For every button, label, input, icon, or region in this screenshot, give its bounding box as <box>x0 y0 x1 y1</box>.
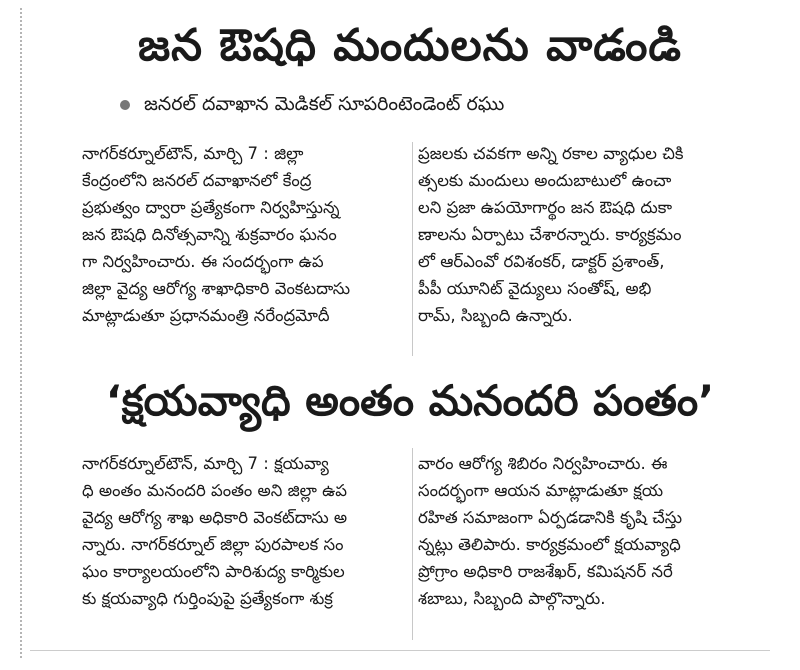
text-line: ప్రభుత్వం ద్వారా ప్రత్యేకంగా నిర్వహిస్తున్న <box>82 198 340 217</box>
text-line: నాగర్‌కర్నూల్‌టౌన్, మార్చి 7 : క్షయవ్యా <box>82 454 329 473</box>
story1-headline: జన ఔషధి మందులను వాడండి <box>138 20 682 71</box>
text-line: ధి అంతం మనందరి పంతం అని జిల్లా ఉప <box>82 481 348 500</box>
text-line: కు క్షయవ్యాధి గుర్తింపుపై ప్రత్యేకంగా శుక్ర <box>82 589 333 608</box>
text-line: లో ఆర్‌ఎంవో రవిశంకర్, డాక్టర్ ప్రశాంత్, <box>418 252 665 271</box>
text-line: ప్రోగ్రాం అధికారి రాజశేఖర్, కమిషనర్ నరే <box>418 562 673 581</box>
story2-column-2 <box>418 450 763 612</box>
column-divider <box>412 448 413 640</box>
text-line: రామ్, సిబ్బంది ఉన్నారు. <box>418 306 573 325</box>
text-line: ప్రజలకు చవకగా అన్ని రకాల వ్యాధుల చికి <box>418 144 684 163</box>
text-line: ఘం కార్యాలయంలోని పారిశుద్య కార్మికుల <box>82 562 345 581</box>
text-line: మాట్లాడుతూ ప్రధానమంత్రి నరేంద్రమోదీ <box>82 306 330 325</box>
text-line: ణాలను ఏర్పాటు చేశారన్నారు. కార్యక్రమం <box>418 225 682 244</box>
text-line: జిల్లా వైద్య ఆరోగ్య శాఖాధికారి వెంకటదాసు <box>82 279 351 298</box>
story1-subheadline-text: జనరల్ దవాఖాన మెడికల్ సూపరింటెండెంట్ రఘు <box>144 93 505 115</box>
text-line: వైద్య ఆరోగ్య శాఖ అధికారి వెంకట్‌దాసు అ <box>82 508 348 527</box>
column-divider <box>412 142 413 356</box>
left-margin-rule <box>20 8 22 658</box>
text-line: రహిత సమాజంగా ఏర్పడడానికి కృషి చేస్తు <box>418 508 683 527</box>
story1-column-1 <box>82 140 407 329</box>
text-line: లని ప్రజా ఉపయోగార్థం జన ఔషధి దుకా <box>418 198 673 217</box>
bottom-rule <box>30 650 770 651</box>
story1-subheadline <box>120 90 760 118</box>
text-line: జన ఔషధి దినోత్సవాన్ని శుక్రవారం ఘనం <box>82 225 337 244</box>
story1-column-2 <box>418 140 763 329</box>
text-line: న్నట్లు తెలిపారు. కార్యక్రమంలో క్షయవ్యాధి <box>418 535 681 554</box>
text-line: కేంద్రంలోని జనరల్ దవాఖానలో కేంద్ర <box>82 171 312 190</box>
text-line: శబాబు, సిబ్బంది పాల్గొన్నారు. <box>418 589 606 608</box>
text-line: పీపీ యూనిట్ వైద్యులు సంతోష్, అభి <box>418 279 652 298</box>
text-line: గా నిర్వహించారు. ఈ సందర్భంగా ఉప <box>82 252 324 271</box>
story2-column-1 <box>82 450 407 612</box>
text-line: త్సలకు మందులు అందుబాటులో ఉంచా <box>418 171 672 190</box>
story2-headline: ‘క్షయవ్యాధి అంతం మనందరి పంతం’ <box>105 376 715 425</box>
text-line: సందర్భంగా ఆయన మాట్లాడుతూ క్షయ <box>418 481 664 500</box>
bullet-icon <box>120 100 130 110</box>
text-line: న్నారు. నాగర్‌కర్నూల్ జిల్లా పురపాలక సం <box>82 535 344 554</box>
text-line: వారం ఆరోగ్య శిబిరం నిర్వహించారు. ఈ <box>418 454 668 473</box>
text-line: నాగర్‌కర్నూల్‌టౌన్, మార్చి 7 : జిల్లా <box>82 144 304 163</box>
